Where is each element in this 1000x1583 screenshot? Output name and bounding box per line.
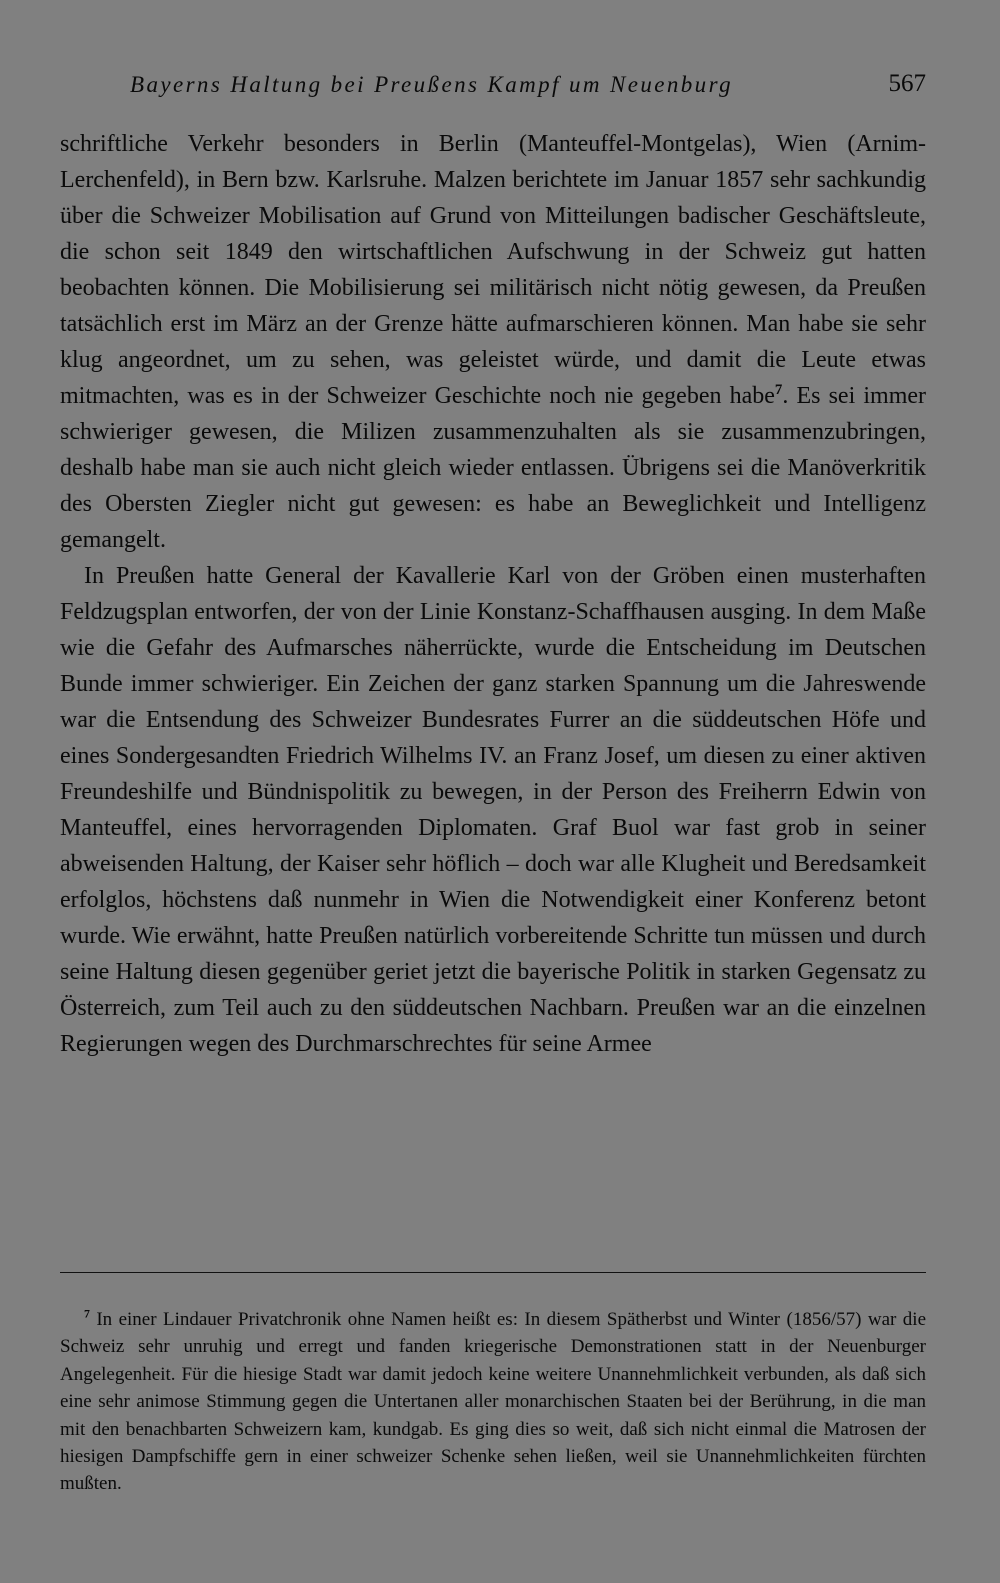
main-text [60,126,926,1062]
running-title: Bayerns Haltung bei Preußens Kampf um Neuenburg [130,72,733,97]
footnote-reference: 7 [774,382,783,398]
footnote-divider [60,1272,926,1273]
paragraph: In Preußen hatte General der Kavallerie Karl von der Gröben einen musterhaften Feldzugsplan entworfen, der von der Linie Konstanz-Schaffhausen ausging. In dem Maße wie die Gefahr des Aufmarsches näherrückte, wurde die Entscheidung im Deutschen Bunde immer schwieriger. Ein Zeichen der ganz starken Spannung um die Jahreswende war die Entsendung des Schweizer Bundesrates Furrer an die süddeutschen Höfe und eines Sondergesandten Friedrich Wilhelms IV. an Franz Josef, um diesen zu einer aktiven Freundeshilfe und Bündnispolitik zu bewegen, in der Person des Freiherrn Edwin von Manteuffel, eines hervorragenden Diplomaten. Graf Buol war fast grob in seiner abweisenden Haltung, der Kaiser sehr höflich – doch war alle Klugheit und Beredsamkeit erfolglos, höchstens daß nunmehr in Wien die Notwendigkeit einer Konferenz betont wurde. Wie erwähnt, hatte Preußen natürlich vorbereitende Schritte tun müssen und durch seine Haltung diesen gegenüber geriet jetzt die bayerische Politik in starken Gegensatz zu Österreich, zum Teil auch zu den süddeutschen Nachbarn. Preußen war an die einzelnen Regierungen wegen des Durchmarschrechtes für seine Armee [60,563,926,1057]
footnote-text: In einer Lindauer Privatchronik ohne Namen heißt es: In diesem Spätherbst und Winter (1856/57) war die Schweiz sehr unruhig und erregt und fanden kriegerische Demonstrationen statt in der Neuenburger Angelegenheit. Für die hiesige Stadt war damit jedoch keine weitere Unannehmlichkeit verbunden, als daß sich eine sehr animose Stimmung gegen die Untertanen aller monarchischen Staaten bei der Berührung, in die man mit den benachbarten Schweizern kam, kundgab. Es ging dies so weit, daß sich nicht einmal die Matrosen der hiesigen Dampfschiffe gern in einer schweizer Schenke sehen ließen, weil sie Unannehmlichkeiten fürchten mußten. [60,1309,926,1495]
footnote-number: 7 [84,1307,90,1321]
page-header [60,70,926,106]
paragraph-text-continued: . Es sei immer schwieriger gewesen, die Milizen zusammenzuhalten als sie zusammenzubringen, deshalb habe man sie auch nicht gleich wieder entlassen. Übrigens sei die Manöverkritik des Obersten Ziegler nicht gut gewesen: es habe an Beweglichkeit und Intelligenz gemangelt. [60,383,927,553]
footnote [60,1306,926,1498]
paragraph [60,126,926,558]
page-number: 567 [888,70,926,97]
paragraph-text: schriftliche Verkehr besonders in Berlin (Manteuffel-Montgelas), Wien (Arnim-Lerchenfeld), in Bern bzw. Karlsruhe. Malzen berichtete im Januar 1857 sehr sachkundig über die Schweizer Mobilisation auf Grund von Mitteilungen badischer Geschäftsleute, die schon seit 1849 den wirtschaftlichen Aufschwung in der Schweiz gut hatten beobachten können. Die Mobilisierung sei militärisch nicht nötig gewesen, da Preußen tatsächlich erst im März an der Grenze hätte aufmarschieren können. Man habe sie sehr klug angeordnet, um zu sehen, was geleistet würde, und damit die Leute etwas mitmachten, was es in der Schweizer Geschichte noch nie gegeben habe [60,131,926,409]
